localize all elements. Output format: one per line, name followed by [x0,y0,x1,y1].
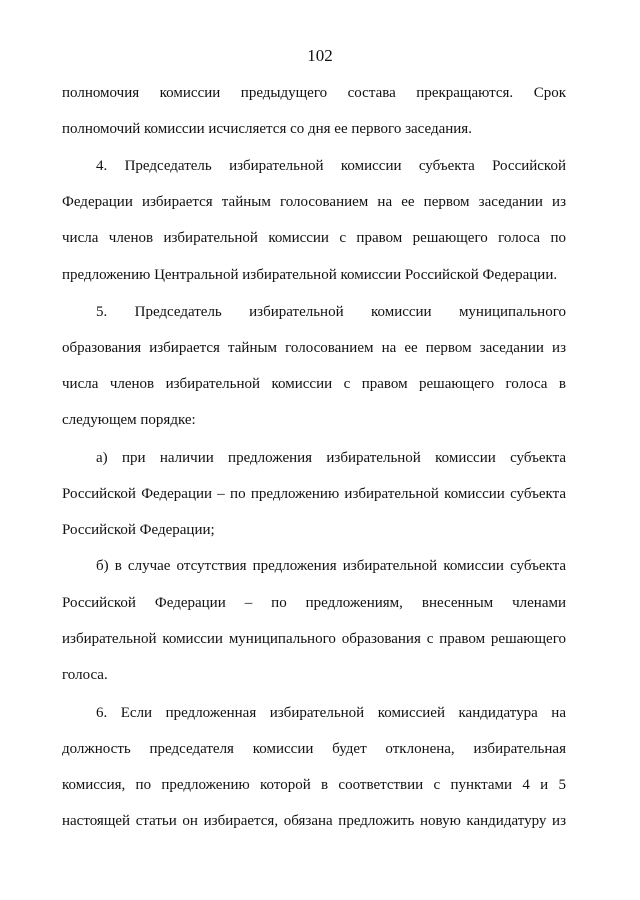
text-line: образования избирается тайным голосованием на ее первом заседании из [62,340,566,356]
text-line: 6. Если предложенная избирательной комиссией кандидатура на [96,705,566,721]
text-line: а) при наличии предложения избирательной комиссии субъекта [96,450,566,466]
text-line: числа членов избирательной комиссии с правом решающего голоса по [62,230,566,246]
text-line: следующем порядке: [62,412,196,428]
text-line: предложению Центральной избирательной комиссии Российской Федерации. [62,267,558,283]
text-line: голоса. [62,667,108,683]
text-line: числа членов избирательной комиссии с правом решающего голоса в [62,376,566,392]
text-line: избирательной комиссии муниципального образования с правом решающего [62,631,566,647]
text-line: 4. Председатель избирательной комиссии субъекта Российской [96,158,566,174]
text-line: настоящей статьи он избирается, обязана предложить новую кандидатуру из [62,813,566,829]
text-line: полномочий комиссии исчисляется со дня ее первого заседания. [62,121,472,137]
text-line: б) в случае отсутствия предложения избирательной комиссии субъекта [96,558,566,574]
text-line: 5. Председатель избирательной комиссии муниципального [96,304,566,320]
text-line: Российской Федерации – по предложениям, внесенным членами [62,595,566,611]
text-line: Федерации избирается тайным голосованием на ее первом заседании из [62,194,566,210]
text-line: должность председателя комиссии будет отклонена, избирательная [62,741,566,757]
text-line: Российской Федерации; [62,522,215,538]
text-line: полномочия комиссии предыдущего состава прекращаются. Срок [62,85,566,101]
text-line: Российской Федерации – по предложению избирательной комиссии субъекта [62,486,566,502]
text-line: комиссия, по предложению которой в соответствии с пунктами 4 и 5 [62,777,566,793]
page-number: 102 [307,46,333,65]
